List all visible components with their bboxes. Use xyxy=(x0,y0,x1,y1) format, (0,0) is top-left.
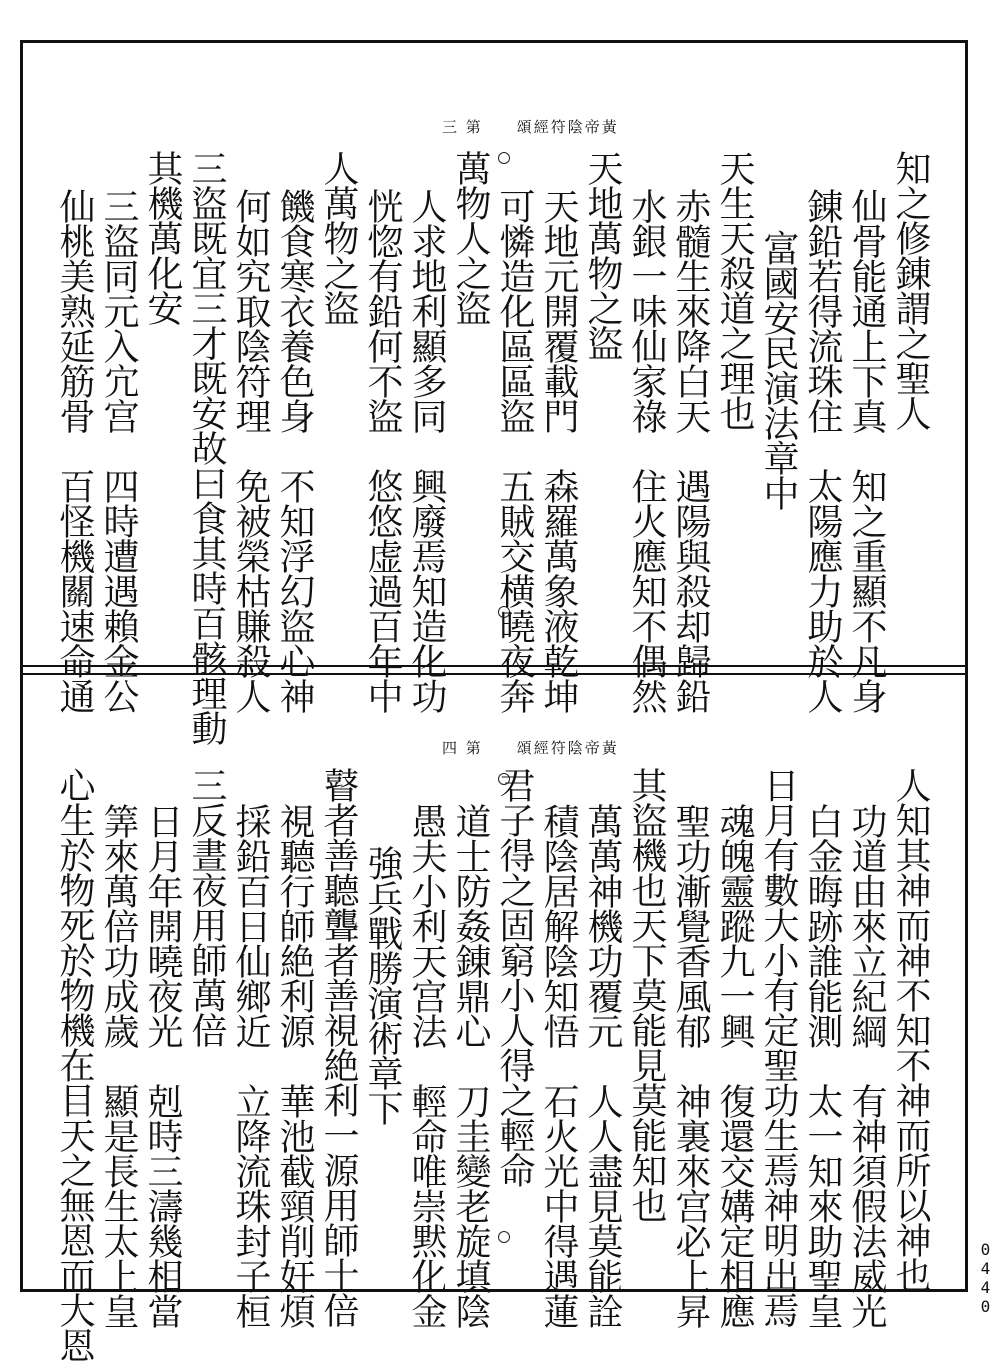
section-marker-circle xyxy=(498,1231,510,1243)
bottom-column-13: 強兵戰勝演術章下 xyxy=(362,845,403,1125)
top-column-13: 恍惚有鉛何不盜 悠悠虚過百年中 xyxy=(362,188,403,713)
top-column-8: 天地萬物之盜 xyxy=(582,150,623,360)
top-column-18: 其機萬化安 xyxy=(142,150,183,325)
top-column-10: 可憐造化區區盜 五賊交横曉夜奔 xyxy=(494,188,535,713)
bottom-column-8: 萬萬神機功覆元 人人盡見莫能詮 xyxy=(582,803,623,1328)
top-column-1: 知之修錬謂之聖人 xyxy=(890,150,931,430)
bottom-column-14: 瞽者善聽聾者善視絶利一源用師十倍 xyxy=(318,767,359,1327)
top-column-9: 天地元開覆載門 森羅萬象液乾坤 xyxy=(538,188,579,713)
bottom-column-18: 日月年開曉夜光 剋時三濤幾相當 xyxy=(142,803,183,1328)
top-column-12: 人求地利顯多同 興廢焉知造化功 xyxy=(406,188,447,713)
bottom-column-1: 人知其神而神不知不神而所以神也 xyxy=(890,767,931,1292)
top-column-6: 赤髓生來降白天 遇陽與殺却歸鉛 xyxy=(670,188,711,713)
top-column-15: 饑食寒衣養色身 不知浮幻盜心神 xyxy=(274,188,315,713)
bottom-column-5: 魂魄靈蹤九一興 復還交媾定相應 xyxy=(714,803,755,1328)
bottom-column-19: 筭來萬倍功成歲 顯是長生太上皇 xyxy=(98,803,139,1328)
bottom-column-16: 採鉛百日仙鄉近 立降流珠封子桓 xyxy=(230,803,271,1328)
top-column-11: 萬物人之盜 xyxy=(450,150,491,325)
section-marker-circle xyxy=(498,606,510,618)
top-column-2: 仙骨能通上下真 知之重顯不凡身 xyxy=(846,188,887,713)
top-column-4: 富國安民演法章中 xyxy=(758,230,799,510)
section-marker-circle xyxy=(498,773,510,785)
bottom-column-15: 視聽行師絶利源 華池截頸削奸煩 xyxy=(274,803,315,1328)
top-column-19: 三盜同元入宂宫 四時遭遇賴金公 xyxy=(98,188,139,713)
bottom-running-header: 四 第 頌經符陰帝黃 xyxy=(442,739,619,757)
bottom-column-3: 白金晦跡誰能測 太一知來助聖皇 xyxy=(802,803,843,1328)
bottom-column-9: 積陰居解陰知悟 石火光中得遇蓮 xyxy=(538,803,579,1328)
bottom-column-2: 功道由來立紀綱 有神須假法威光 xyxy=(846,803,887,1328)
top-running-header: 三 第 頌經符陰帝黃 xyxy=(442,118,619,136)
bottom-column-17: 三反晝夜用師萬倍 xyxy=(186,767,227,1047)
top-column-16: 何如究取陰符理 免被榮枯賺殺人 xyxy=(230,188,271,713)
page-number: 0440 xyxy=(976,1240,995,1316)
top-column-14: 人萬物之盜 xyxy=(318,150,359,325)
top-column-3: 錬鉛若得流珠住 太陽應力助於人 xyxy=(802,188,843,713)
bottom-column-11: 道士防姦錬鼎心 刀圭變老旋填陰 xyxy=(450,803,491,1328)
bottom-column-20: 心生於物死於物機在目天之無恩而大恩 xyxy=(54,767,95,1362)
top-column-5: 天生天殺道之理也 xyxy=(714,150,755,430)
top-column-7: 水銀一味仙家祿 住火應知不偶然 xyxy=(626,188,667,713)
section-marker-circle xyxy=(498,152,510,164)
bottom-panel xyxy=(22,675,968,1362)
bottom-column-7: 其盜機也天下莫能見莫能知也 xyxy=(626,767,667,1222)
top-column-17: 三盜既宜三才既安故曰食其時百骸理動 xyxy=(186,150,227,745)
top-panel xyxy=(22,40,968,745)
bottom-column-12: 愚夫小利天宫法 輕命唯崇黙化金 xyxy=(406,803,447,1328)
bottom-column-4: 日月有數大小有定聖功生焉神明出焉 xyxy=(758,767,799,1327)
bottom-column-6: 聖功漸覺香風郁 神裏來宫必上昇 xyxy=(670,803,711,1328)
top-column-20: 仙桃美熟延筋骨 百怪機關速命通 xyxy=(54,188,95,713)
bottom-column-10: 君子得之固窮小人得之輕命 xyxy=(494,767,535,1187)
